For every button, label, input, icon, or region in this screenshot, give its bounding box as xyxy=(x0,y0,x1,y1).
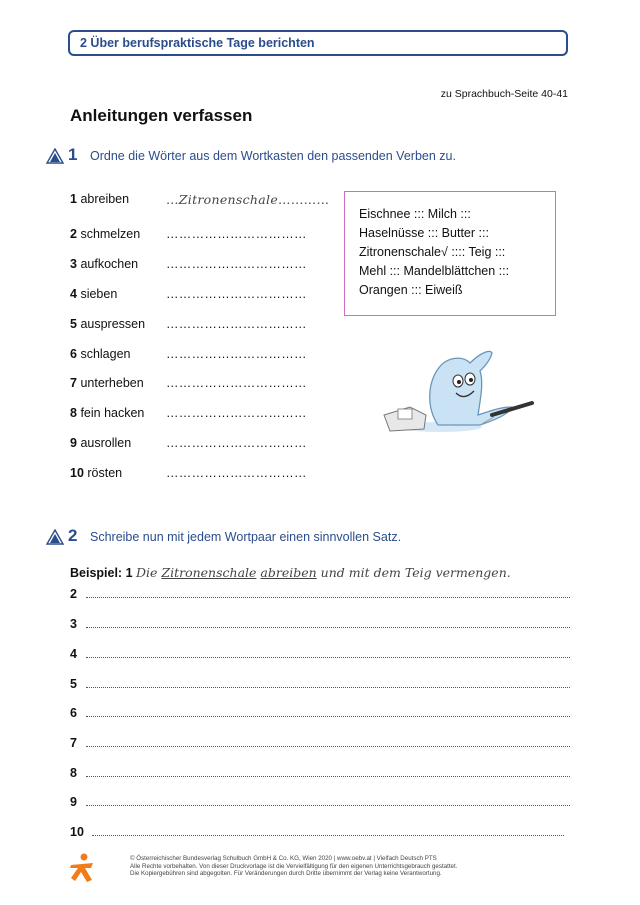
chapter-title: 2 Über berufspraktische Tage berichten xyxy=(80,36,315,50)
sentence-line-number: 9 xyxy=(70,795,77,809)
verb-row xyxy=(70,347,330,363)
verb-row xyxy=(70,227,330,243)
verb-number: 3 xyxy=(70,257,77,271)
verb-number: 2 xyxy=(70,227,77,241)
verb-row xyxy=(70,317,330,333)
copyright-footer xyxy=(130,855,457,878)
sentence-line-number: 5 xyxy=(70,677,77,691)
verb-label: auspressen xyxy=(80,317,146,331)
sentence-line[interactable] xyxy=(70,647,570,663)
verb-label: abreiben xyxy=(80,192,130,206)
task-2-number: 2 xyxy=(68,526,78,545)
verb-number: 1 xyxy=(70,192,77,206)
verb-answer[interactable]: …………………………… xyxy=(166,376,307,390)
word-box-line: Haselnüsse ::: Butter ::: xyxy=(359,226,489,240)
verb-row xyxy=(70,466,330,482)
verb-number: 6 xyxy=(70,347,77,361)
example-text-start: Die xyxy=(136,565,162,580)
writing-line[interactable] xyxy=(86,746,570,747)
sentence-line-number: 2 xyxy=(70,587,77,601)
verb-answer[interactable]: …Zitronenschale…...…… xyxy=(166,192,330,207)
task-1-instruction: Ordne die Wörter aus dem Wortkasten den passenden Verben zu. xyxy=(90,149,456,163)
verb-number: 10 xyxy=(70,466,84,480)
verb-label: fein hacken xyxy=(80,406,145,420)
verb-number: 8 xyxy=(70,406,77,420)
verb-answer[interactable]: …………………………… xyxy=(166,227,307,241)
word-box xyxy=(344,191,556,316)
ghost-mascot-illustration xyxy=(380,345,536,437)
sentence-line[interactable] xyxy=(70,587,570,603)
verb-row xyxy=(70,257,330,273)
verb-label: sieben xyxy=(80,287,118,301)
sentence-line-number: 8 xyxy=(70,766,77,780)
writing-line[interactable] xyxy=(86,687,570,688)
verb-row xyxy=(70,406,330,422)
verb-answer[interactable]: …………………………… xyxy=(166,406,307,420)
verb-row xyxy=(70,376,330,392)
sentence-line[interactable] xyxy=(70,736,570,752)
example-word-2: abreiben xyxy=(260,565,317,580)
sentence-line[interactable] xyxy=(70,766,570,782)
publisher-logo-icon xyxy=(68,853,96,883)
example-text-end: und mit dem Teig vermengen. xyxy=(316,565,511,580)
verb-label: schmelzen xyxy=(80,227,141,241)
task-1-number: 1 xyxy=(68,145,78,164)
verb-number: 7 xyxy=(70,376,77,390)
verb-label: aufkochen xyxy=(80,257,139,271)
verb-answer[interactable]: …………………………… xyxy=(166,257,307,271)
verb-row xyxy=(70,192,330,208)
task-2-instruction: Schreibe nun mit jedem Wortpaar einen sinnvollen Satz. xyxy=(90,530,402,544)
verb-answer[interactable]: …………………………… xyxy=(166,347,307,361)
sentence-line-number: 4 xyxy=(70,647,77,661)
word-box-line: Orangen ::: Eiweiß xyxy=(359,283,463,297)
verb-label: rösten xyxy=(87,466,123,480)
word-box-line: Mehl ::: Mandelblättchen ::: xyxy=(359,264,510,278)
difficulty-triangle-icon xyxy=(46,529,64,545)
sentence-line-number: 7 xyxy=(70,736,77,750)
verb-answer[interactable]: …………………………… xyxy=(166,317,307,331)
example-sentence xyxy=(70,565,511,580)
verb-label: schlagen xyxy=(80,347,131,361)
writing-line[interactable] xyxy=(86,716,570,717)
sentence-line[interactable] xyxy=(70,677,570,693)
word-box-line: Zitronenschale√ :::: Teig ::: xyxy=(359,245,506,259)
word-box-line: Eischnee ::: Milch ::: xyxy=(359,207,471,221)
sentence-line-number: 3 xyxy=(70,617,77,631)
sentence-line[interactable] xyxy=(70,706,570,722)
writing-line[interactable] xyxy=(86,657,570,658)
example-word-1: Zitronenschale xyxy=(161,565,257,580)
verb-row xyxy=(70,436,330,452)
footer-line: Die Kopiergebühren sind abgegolten. Für Veränderungen durch Dritte übernimmt der Verlag keine Verantwortung. xyxy=(130,870,442,878)
footer-line: © Österreichischer Bundesverlag Schulbuch GmbH & Co. KG, Wien 2020 | www.oebv.at | Vielfach Deutsch PTS xyxy=(130,855,437,862)
sentence-line[interactable] xyxy=(70,825,570,841)
page-title: Anleitungen verfassen xyxy=(70,106,253,125)
sentence-line[interactable] xyxy=(70,795,570,811)
footer-line: Alle Rechte vorbehalten. Von dieser Druckvorlage ist die Vervielfältigung für den eigenen Unterrichtsgebrauch gestattet. xyxy=(130,862,458,870)
writing-line[interactable] xyxy=(86,805,570,806)
writing-line[interactable] xyxy=(86,776,570,777)
verb-number: 4 xyxy=(70,287,77,301)
sentence-line-number: 10 xyxy=(70,825,84,839)
verb-number: 9 xyxy=(70,436,77,450)
verb-answer[interactable]: …………………………… xyxy=(166,466,307,480)
sentence-line[interactable] xyxy=(70,617,570,633)
verb-label: ausrollen xyxy=(80,436,132,450)
verb-answer[interactable]: …………………………… xyxy=(166,436,307,450)
example-label: Beispiel: 1 xyxy=(70,566,133,580)
verb-answer[interactable]: …………………………… xyxy=(166,287,307,301)
writing-line[interactable] xyxy=(92,835,564,836)
verb-label: unterheben xyxy=(80,376,144,390)
chapter-header xyxy=(68,30,568,56)
reference-text: zu Sprachbuch-Seite 40-41 xyxy=(440,88,568,100)
writing-line[interactable] xyxy=(86,627,570,628)
verb-row xyxy=(70,287,330,303)
difficulty-triangle-icon xyxy=(46,148,64,164)
writing-line[interactable] xyxy=(86,597,570,598)
sentence-line-number: 6 xyxy=(70,706,77,720)
verb-number: 5 xyxy=(70,317,77,331)
